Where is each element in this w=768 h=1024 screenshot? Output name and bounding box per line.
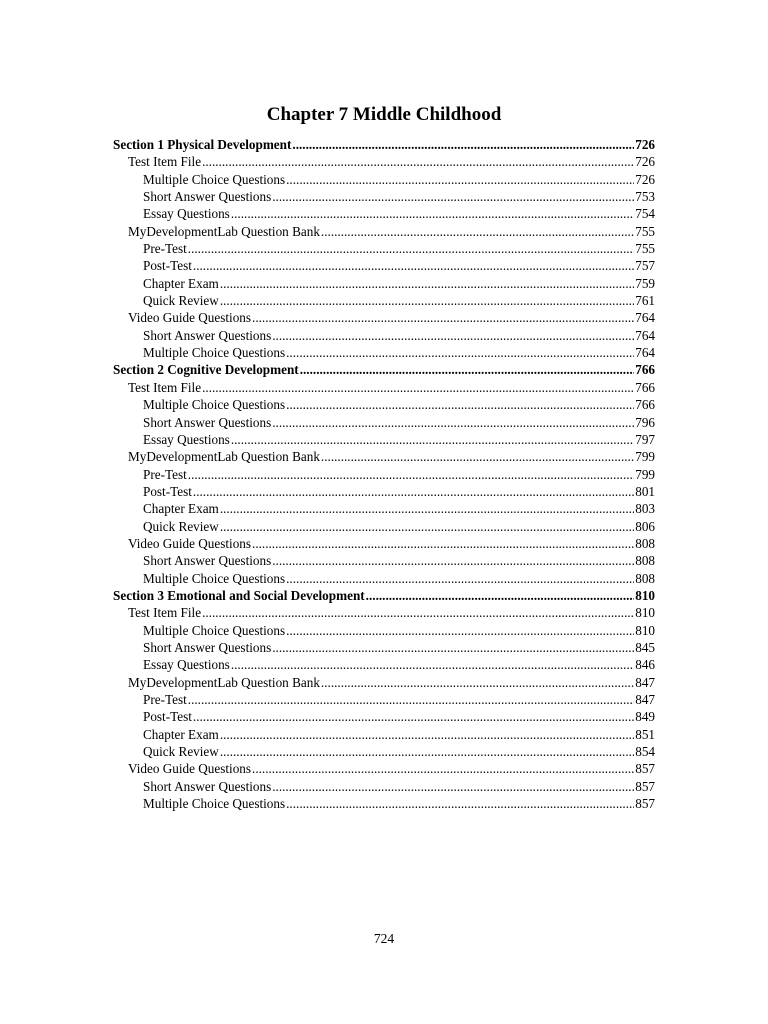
dot-leader bbox=[321, 223, 634, 240]
toc-entry-label: Test Item File bbox=[128, 379, 202, 395]
toc-entry-page: 801 bbox=[635, 483, 655, 499]
toc-entry-label: Short Answer Questions bbox=[143, 327, 272, 343]
dot-leader bbox=[231, 205, 634, 222]
toc-entry-row bbox=[113, 760, 655, 777]
dot-leader bbox=[193, 708, 634, 725]
toc-entry-page: 799 bbox=[635, 449, 655, 465]
toc-entry-page: 849 bbox=[635, 709, 655, 725]
dot-leader bbox=[193, 483, 634, 500]
toc-entry-row bbox=[113, 639, 655, 656]
toc-entry-page: 845 bbox=[635, 639, 655, 655]
toc-section-row bbox=[113, 587, 655, 604]
toc-entry-label: Short Answer Questions bbox=[143, 189, 272, 205]
dot-leader bbox=[188, 466, 634, 483]
toc-entry-row bbox=[113, 205, 655, 222]
dot-leader bbox=[231, 656, 634, 673]
toc-entry-page: 759 bbox=[635, 275, 655, 291]
toc-entry-row bbox=[113, 223, 655, 240]
toc-entry-page: 857 bbox=[635, 761, 655, 777]
toc-entry-page: 766 bbox=[635, 362, 655, 378]
toc-entry-row bbox=[113, 518, 655, 535]
dot-leader bbox=[220, 743, 634, 760]
toc-entry-row bbox=[113, 396, 655, 413]
toc-entry-page: 754 bbox=[635, 206, 655, 222]
dot-leader bbox=[272, 639, 634, 656]
toc-entry-label: MyDevelopmentLab Question Bank bbox=[128, 449, 320, 465]
dot-leader bbox=[272, 327, 634, 344]
toc-entry-label: Post-Test bbox=[143, 709, 192, 725]
toc-entry-page: 755 bbox=[635, 223, 655, 239]
toc-entry-label: Section 3 Emotional and Social Development bbox=[113, 587, 365, 603]
toc-entry-page: 766 bbox=[635, 379, 655, 395]
toc-entry-page: 806 bbox=[635, 518, 655, 534]
toc-entry-page: 847 bbox=[635, 674, 655, 690]
dot-leader bbox=[286, 795, 634, 812]
dot-leader bbox=[272, 188, 634, 205]
toc-entry-row bbox=[113, 275, 655, 292]
toc-entry-page: 755 bbox=[635, 241, 655, 257]
toc-entry-label: Essay Questions bbox=[143, 431, 230, 447]
toc-entry-page: 810 bbox=[635, 622, 655, 638]
dot-leader bbox=[321, 674, 634, 691]
dot-leader bbox=[252, 535, 634, 552]
dot-leader bbox=[220, 500, 634, 517]
dot-leader bbox=[202, 379, 634, 396]
toc-entry-label: Essay Questions bbox=[143, 206, 230, 222]
toc-entry-row bbox=[113, 327, 655, 344]
toc-entry-page: 726 bbox=[635, 171, 655, 187]
toc-entry-label: Video Guide Questions bbox=[128, 310, 252, 326]
toc-entry-page: 857 bbox=[635, 796, 655, 812]
toc-entry-row bbox=[113, 240, 655, 257]
toc-entry-row bbox=[113, 466, 655, 483]
dot-leader bbox=[286, 570, 634, 587]
toc-entry-label: Test Item File bbox=[128, 154, 202, 170]
page-title: Chapter 7 Middle Childhood bbox=[266, 103, 502, 125]
dot-leader bbox=[188, 240, 634, 257]
toc-entry-row bbox=[113, 292, 655, 309]
toc-entry-label: Quick Review bbox=[143, 744, 219, 760]
toc-entry-label: Short Answer Questions bbox=[143, 414, 272, 430]
toc-entry-page: 799 bbox=[635, 466, 655, 482]
toc-entry-label: Quick Review bbox=[143, 518, 219, 534]
toc-entry-page: 808 bbox=[635, 535, 655, 551]
dot-leader bbox=[286, 171, 634, 188]
dot-leader bbox=[272, 552, 634, 569]
toc-entry-row bbox=[113, 171, 655, 188]
toc-entry-label: Chapter Exam bbox=[143, 726, 219, 742]
toc-entry-label: Quick Review bbox=[143, 293, 219, 309]
toc-entry-label: MyDevelopmentLab Question Bank bbox=[128, 223, 320, 239]
toc-entry-row bbox=[113, 708, 655, 725]
dot-leader bbox=[220, 275, 634, 292]
toc-entry-page: 766 bbox=[635, 397, 655, 413]
toc-entry-row bbox=[113, 188, 655, 205]
toc-entry-page: 796 bbox=[635, 414, 655, 430]
toc-entry-label: Video Guide Questions bbox=[128, 535, 252, 551]
toc-entry-page: 803 bbox=[635, 501, 655, 517]
toc-entry-label: Short Answer Questions bbox=[143, 553, 272, 569]
toc-entry-row bbox=[113, 570, 655, 587]
toc-entry-label: Pre-Test bbox=[143, 466, 187, 482]
dot-leader bbox=[292, 136, 634, 153]
toc-entry-row bbox=[113, 622, 655, 639]
toc-section-row bbox=[113, 136, 655, 153]
toc-entry-label: Post-Test bbox=[143, 483, 192, 499]
page-number: 724 bbox=[373, 931, 395, 946]
toc-entry-label: Multiple Choice Questions bbox=[143, 345, 286, 361]
toc-entry-page: 857 bbox=[635, 778, 655, 794]
dot-leader bbox=[252, 309, 634, 326]
toc-entry-label: Multiple Choice Questions bbox=[143, 796, 286, 812]
toc-entry-row bbox=[113, 535, 655, 552]
dot-leader bbox=[202, 153, 634, 170]
toc-entry-page: 854 bbox=[635, 744, 655, 760]
toc-entry-row bbox=[113, 483, 655, 500]
toc-entry-page: 810 bbox=[635, 587, 655, 603]
toc-entry-label: Test Item File bbox=[128, 605, 202, 621]
toc-entry-page: 764 bbox=[635, 345, 655, 361]
dot-leader bbox=[193, 257, 634, 274]
dot-leader bbox=[202, 604, 634, 621]
toc-entry-page: 753 bbox=[635, 189, 655, 205]
toc-entry-row bbox=[113, 448, 655, 465]
toc-entry-page: 847 bbox=[635, 692, 655, 707]
dot-leader bbox=[286, 622, 634, 639]
toc-entry-row bbox=[113, 743, 655, 760]
toc-entry-page: 764 bbox=[635, 327, 655, 343]
dot-leader bbox=[220, 518, 634, 535]
dot-leader bbox=[366, 587, 635, 604]
dot-leader bbox=[188, 691, 634, 708]
toc-entry-row bbox=[113, 674, 655, 691]
toc-entry-label: MyDevelopmentLab Question Bank bbox=[128, 674, 320, 690]
dot-leader bbox=[300, 361, 635, 378]
toc-entry-label: Pre-Test bbox=[143, 692, 187, 707]
toc-entry-label: Chapter Exam bbox=[143, 275, 219, 291]
dot-leader bbox=[321, 448, 634, 465]
toc-entry-label: Chapter Exam bbox=[143, 501, 219, 517]
toc-entry-label: Video Guide Questions bbox=[128, 761, 252, 777]
toc-entry-row bbox=[113, 344, 655, 361]
toc-entry-label: Short Answer Questions bbox=[143, 778, 272, 794]
toc-entry-label: Pre-Test bbox=[143, 241, 187, 257]
toc-entry-label: Post-Test bbox=[143, 258, 192, 274]
toc-entry-row bbox=[113, 604, 655, 621]
toc-section-row bbox=[113, 361, 655, 378]
toc-entry-label: Multiple Choice Questions bbox=[143, 622, 286, 638]
toc-entry-label: Multiple Choice Questions bbox=[143, 171, 286, 187]
toc-entry-label: Essay Questions bbox=[143, 657, 230, 673]
toc-entry-page: 764 bbox=[635, 310, 655, 326]
toc-entry-page: 757 bbox=[635, 258, 655, 274]
toc-entry-row bbox=[113, 153, 655, 170]
toc-entry-page: 846 bbox=[635, 657, 655, 673]
toc-entry-row bbox=[113, 379, 655, 396]
dot-leader bbox=[252, 760, 634, 777]
dot-leader bbox=[286, 344, 634, 361]
table-of-contents bbox=[113, 136, 655, 812]
toc-entry-row bbox=[113, 778, 655, 795]
toc-entry-row bbox=[113, 726, 655, 743]
toc-entry-label: Section 2 Cognitive Development bbox=[113, 362, 299, 378]
toc-entry-label: Multiple Choice Questions bbox=[143, 570, 286, 586]
toc-entry-page: 851 bbox=[635, 726, 655, 742]
toc-entry-row bbox=[113, 500, 655, 517]
toc-entry-row bbox=[113, 257, 655, 274]
dot-leader bbox=[286, 396, 634, 413]
toc-entry-row bbox=[113, 414, 655, 431]
toc-entry-label: Short Answer Questions bbox=[143, 639, 272, 655]
toc-entry-page: 808 bbox=[635, 553, 655, 569]
toc-entry-page: 726 bbox=[635, 137, 655, 152]
toc-entry-row bbox=[113, 691, 655, 708]
toc-entry-row bbox=[113, 309, 655, 326]
toc-entry-page: 761 bbox=[635, 293, 655, 309]
toc-entry-row bbox=[113, 795, 655, 812]
toc-entry-label: Section 1 Physical Development bbox=[113, 137, 292, 152]
dot-leader bbox=[272, 414, 634, 431]
dot-leader bbox=[231, 431, 634, 448]
toc-entry-page: 797 bbox=[635, 431, 655, 447]
toc-entry-page: 810 bbox=[635, 605, 655, 621]
toc-entry-page: 808 bbox=[635, 570, 655, 586]
dot-leader bbox=[272, 778, 634, 795]
dot-leader bbox=[220, 726, 634, 743]
toc-entry-row bbox=[113, 656, 655, 673]
toc-entry-label: Multiple Choice Questions bbox=[143, 397, 286, 413]
dot-leader bbox=[220, 292, 634, 309]
toc-entry-row bbox=[113, 431, 655, 448]
toc-entry-row bbox=[113, 552, 655, 569]
toc-entry-page: 726 bbox=[635, 154, 655, 170]
